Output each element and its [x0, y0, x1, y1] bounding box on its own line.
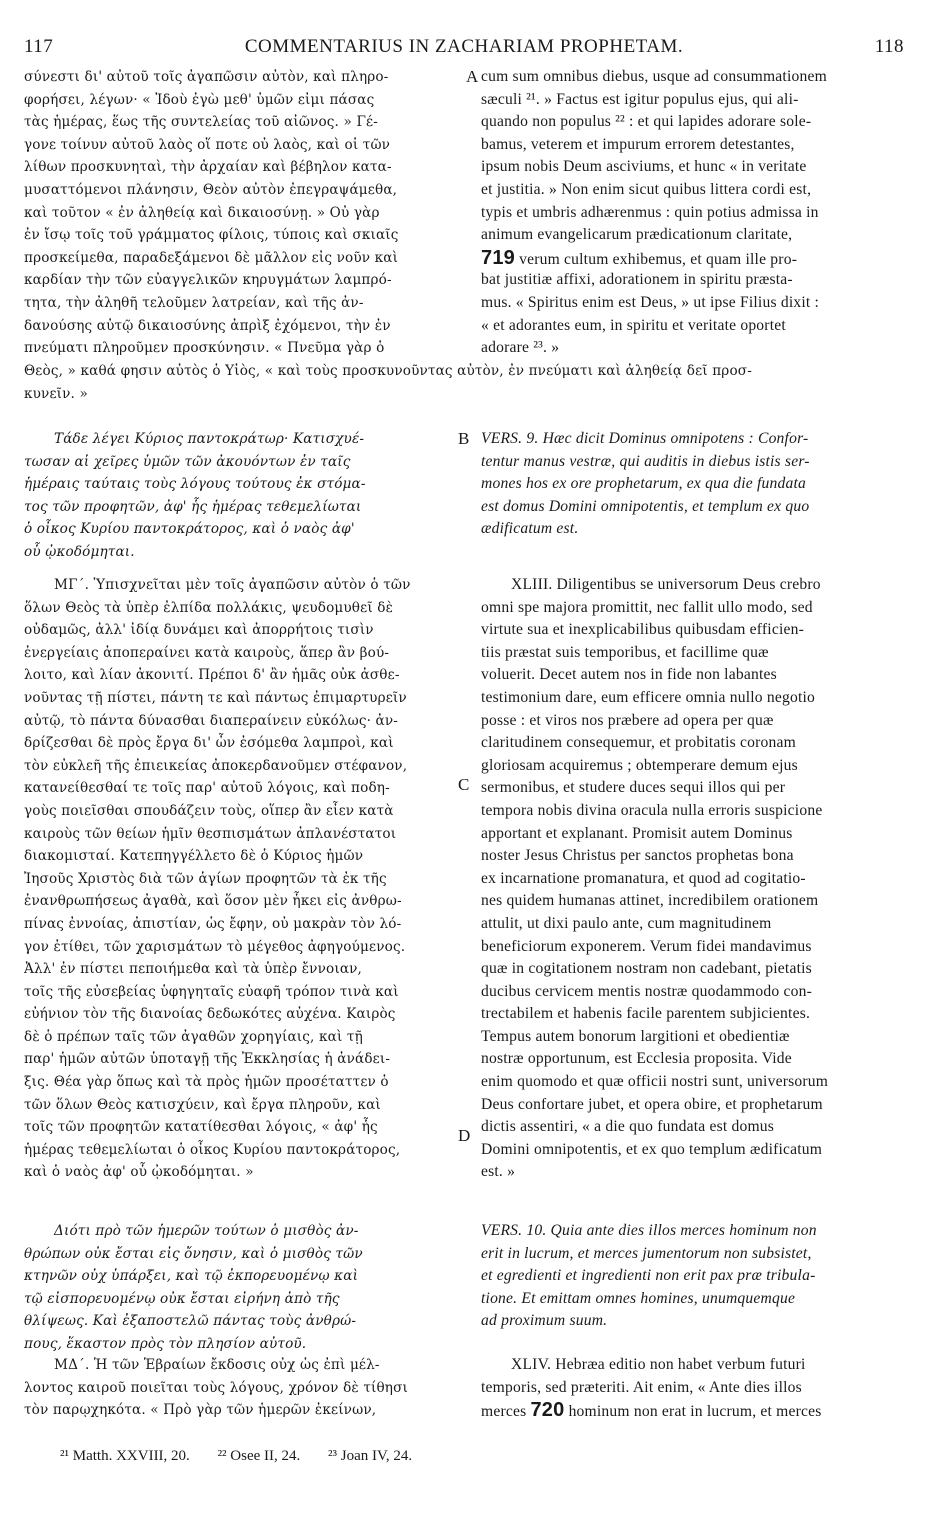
- text-line: τῶν ὅλων Θεὸς κατισχύειν, καὶ ἔργα πληροῦν, καὶ: [24, 1096, 381, 1113]
- text-line: dictis assentiri, « a die quo fundata est domus: [481, 1118, 775, 1136]
- text-line: quæ in cogitationem nostram non cadebant, pietatis: [481, 960, 812, 978]
- text-line: nostræ opportunum, est Ecclesia proposita. Vide: [481, 1050, 792, 1068]
- text-line: Διότι πρὸ τῶν ἡμερῶν τούτων ὁ μισθὸς ἀν-: [54, 1223, 359, 1239]
- text-line: bat justitiæ affixi, adorationem in spiritu præsta-: [481, 271, 793, 289]
- text-line: καὶ ὁ ναὸς ἀφ' οὗ ᾠκοδόμηται. »: [24, 1164, 254, 1181]
- text-line: λοιτο, καὶ λίαν ἀκονιτί. Πρέποι δ' ἂν ἡμᾶς οὐκ ἀσθε-: [24, 667, 400, 684]
- text-line: τος τῶν προφητῶν, ἀφ' ἧς ἡμέρας τεθεμελίωται: [24, 498, 362, 515]
- text-line: beneficiorum exponerem. Verum fidei mandavimus: [481, 937, 812, 955]
- text-line: αὐτῷ, τὸ πάντα δύνασθαι διαπεραίνειν εὐκόλως· ἀν-: [24, 712, 399, 729]
- page-number-left: 117: [24, 36, 54, 57]
- text-line: est. »: [481, 1163, 516, 1181]
- text-line: Tempus autem bonorum largitioni et obedientiæ: [481, 1027, 790, 1045]
- text-line: κτηνῶν οὐχ ὑπάρξει, καὶ τῷ ἐκπορευομένῳ καὶ: [24, 1268, 359, 1285]
- text-line: nes quidem humanas attinet, incredibilem orationem: [481, 892, 819, 910]
- text-line: tione. Et emittam omnes homines, unumquemque: [481, 1289, 796, 1307]
- text-line: gloriosam acquiremus ; obtemperare demum ejus: [481, 756, 798, 774]
- text-line: οὗ ᾠκοδόμηται.: [24, 543, 135, 560]
- text-line: temporis, sed præteriti. Ait enim, « Ante dies illos: [481, 1378, 802, 1396]
- text-line: apportant et explanant. Promisit autem Dominus: [481, 824, 793, 842]
- line-text: hominum non erat in lucrum, et merces: [568, 1403, 822, 1421]
- text-line: ἐνεργείαις ἀποπεραίνει κατὰ καιροὺς, ἅπερ ἂν βού-: [24, 644, 390, 661]
- section-marker-a: A: [466, 67, 479, 86]
- text-line: ΜΔ΄. Ἡ τῶν Ἑβραίων ἔκδοσις οὐχ ὡς ἐπὶ μέλ-: [54, 1357, 380, 1373]
- text-line: trectabilem et habenis facile parentem subjicientes.: [481, 1005, 811, 1023]
- running-header: [24, 36, 904, 62]
- text-line: testimonium dare, eum efficere omnia nullo negotio: [481, 688, 816, 706]
- text-line: XLIII. Diligentibus se universorum Deus crebro: [511, 576, 821, 593]
- text-line: omni spe majora promittit, nec fallit ullo modo, sed: [481, 598, 813, 616]
- text-line: ædificatum est.: [481, 520, 579, 538]
- greek-verse-9: [24, 428, 462, 564]
- section-marker-d: D: [458, 1126, 471, 1145]
- text-line: μυσαττόμενοι πλάνησιν, Θεὸν αὐτὸν ἐπεγραψάμεθα,: [24, 181, 398, 198]
- text-line: φορήσει, λέγων· « Ἰδοὺ ἐγὼ μεθ' ὑμῶν εἰμι πάσας: [24, 91, 375, 108]
- text-line: claritudinem consequemur, et probitatis coronam: [481, 734, 796, 752]
- page-number-right: 118: [874, 36, 904, 57]
- text-line: παρ' ἡμῶν αὐτῶν ὑποταγῇ τῆς Ἐκκλησίας ἡ ἀνάδει-: [24, 1051, 391, 1068]
- text-line: est domus Domini omnipotentis, et templum ex quo: [481, 497, 810, 515]
- text-line: Domini omnipotentis, et ex quo templum ædificatum: [481, 1140, 823, 1158]
- text-line: Τάδε λέγει Κύριος παντοκράτωρ· Κατισχυέ-: [54, 431, 365, 447]
- text-line: voluerit. Decet autem nos in fide non labantes: [481, 666, 777, 684]
- text-line: ξις. Θέα γὰρ ὅπως καὶ τὰ πρὸς ἡμῶν προσέταττεν ὁ: [24, 1074, 389, 1091]
- latin-section-xliii: [481, 574, 895, 1184]
- text-line: γον ἐτίθει, τῶν χαρισμάτων τὸ μέγεθος ἀφηγούμενος.: [24, 938, 406, 955]
- footnote-23: ²³ Joan IV, 24.: [328, 1448, 413, 1464]
- latin-column-top: [481, 66, 895, 360]
- column-number: 720: [530, 1399, 565, 1422]
- text-line: προσκείμεθα, παραδεξάμενοι δὲ μᾶλλον εἰς νοῦν καὶ: [24, 249, 399, 266]
- greek-column-top: [24, 66, 462, 360]
- text-line: sæculi ²¹. » Factus est igitur populus ejus, qui ali-: [481, 90, 799, 108]
- text-line: sermonibus, et studere duces sequi illos qui per: [481, 779, 786, 797]
- text-line: ΜΓ΄. Ὑπισχνεῖται μὲν τοῖς ἀγαπῶσιν αὐτὸν ὁ τῶν: [54, 577, 411, 593]
- latin-verse-9: [481, 428, 895, 541]
- text-line: θρώπων οὐκ ἔσται εἰς ὄνησιν, καὶ ὁ μισθὸς τῶν: [24, 1245, 363, 1262]
- text-line: XLIV. Hebræa editio non habet verbum futuri: [511, 1356, 806, 1373]
- footnote-22: ²² Osee II, 24.: [217, 1448, 301, 1464]
- text-line: γονε τοίνυν αὐτοῦ λαὸς οἵ ποτε οὐ λαὸς, καὶ οἱ τῶν: [24, 136, 391, 153]
- text-line: noster Jesus Christus per sanctos prophetas bona: [481, 847, 794, 865]
- text-line: τὸν εὐκλεῆ τῆς ἐπιεικείας ἀποκερδανοῦμεν στέφανον,: [24, 757, 408, 774]
- greek-section-md: [24, 1354, 462, 1422]
- text-line: bamus, veterem et impurum errorem detestantes,: [481, 135, 795, 153]
- text-line: τοῖς τῆς εὐσεβείας ὑφηγηταῖς εὐαφῆ τρόπον τινὰ καὶ: [24, 983, 399, 1000]
- section-marker-c: C: [458, 775, 470, 794]
- text-line: attulit, ut dixi paulo ante, cum magnitudinem: [481, 914, 772, 932]
- text-line: λοντος καιροῦ ποιεῖται τοὺς λόγους, χρόνον δὲ τίθησι: [24, 1379, 409, 1396]
- text-line: tentur manus vestræ, qui auditis in diebus istis ser-: [481, 452, 810, 470]
- text-line: νοῦντας τῇ πίστει, πάντη τε καὶ πάντως ἐπιμαρτυρεῖν: [24, 689, 407, 706]
- text-line: quando non populus ²² : et qui lapides adorare sole-: [481, 113, 812, 131]
- text-line: enim quomodo et quæ officii nostri sunt, universorum: [481, 1073, 829, 1091]
- greek-section-mg: [24, 574, 462, 1184]
- text-line: ἡμέρας τεθεμελίωται ὁ οἶκος Κυρίου παντοκράτορος,: [24, 1141, 401, 1158]
- text-line: τωσαν αἱ χεῖρες ὑμῶν τῶν ἀκουόντων ἐν ταῖς: [24, 453, 351, 470]
- text-line: animum evangelicarum prædicationum claritate,: [481, 226, 793, 244]
- text-line: πους, ἕκαστον πρὸς τὸν πλησίον αὐτοῦ.: [24, 1335, 307, 1352]
- latin-verse-10: [481, 1220, 895, 1333]
- text-line: tempora nobis divina oracula nulla erroris suspicione: [481, 801, 823, 819]
- text-line: ἐνανθρωπήσεως ἀγαθὰ, καὶ ὅσον μὲν ἧκει εἰς ἀνθρω-: [24, 893, 402, 910]
- text-line: τητα, τὴν ἀληθῆ τελοῦμεν λατρείαν, καὶ τῆς ἀν-: [24, 294, 364, 311]
- text-line: mones hos ex ore prophetarum, ex qua die fundata: [481, 475, 807, 493]
- text-line: erit in lucrum, et merces jumentorum non subsistet,: [481, 1244, 812, 1262]
- text-line: virtute sua et inexplicabilibus quibusdam efficien-: [481, 621, 805, 639]
- text-line: [481, 247, 895, 270]
- footnote-21: ²¹ Matth. XXVIII, 20.: [60, 1448, 190, 1464]
- text-line: τοῖς τῶν προφητῶν κατατίθεσθαι λόγοις, « ἀφ' ἧς: [24, 1119, 378, 1136]
- text-line: ἡμέραις ταύταις τοὺς λόγους τούτους ἐκ στόμα-: [24, 476, 366, 493]
- text-line: τὰς ἡμέρας, ἕως τῆς συντελείας τοῦ αἰῶνος. » Γέ-: [24, 114, 378, 131]
- text-line: ὅλων Θεὸς τὰ ὑπὲρ ἐλπίδα πολλάκις, ψευδομυθεῖ δὲ: [24, 599, 394, 616]
- text-line: Ἀλλ' ἐν πίστει πεποιήμεθα καὶ τὰ ὑπὲρ ἔννοιαν,: [24, 961, 363, 978]
- line-prefix: merces: [481, 1403, 527, 1421]
- text-line: τῷ εἰσπορευομένῳ οὐκ ἔσται εἰρήνη ἀπὸ τῆς: [24, 1290, 340, 1307]
- text-line: ex incarnatione promanatura, et quod ad cogitatio-: [481, 869, 806, 887]
- text-line: πίνας ἐννοίας, ἀπιστίαν, ὡς ἔφην, οὐ μακρὰν τὸν λό-: [24, 915, 402, 932]
- text-line: ad proximum suum.: [481, 1312, 608, 1330]
- text-line: [481, 1399, 895, 1422]
- text-line: διακομισταί. Κατεπηγγέλλετο δὲ ὁ Κύριος ἡμῶν: [24, 848, 364, 865]
- text-line: Ἰησοῦς Χριστὸς διὰ τῶν ἁγίων προφητῶν τὰ ἐκ τῆς: [24, 870, 387, 887]
- text-line: καὶ τοῦτον « ἐν ἀληθείᾳ καὶ δικαιοσύνῃ. » Οὐ γὰρ: [24, 204, 380, 221]
- text-line: εὐήνιον τὸν τῆς διανοίας δεδωκότες αὐχένα. Καιρὸς: [24, 1006, 396, 1023]
- text-line: Θεὸς, » καθά φησιν αὐτὸς ὁ Υἱὸς, « καὶ τοὺς προσκυνοῦντας αὐτὸν, ἐν πνεύματι καὶ ἀληθείᾳ δεῖ προσ-: [24, 363, 752, 379]
- column-number: 719: [481, 246, 515, 269]
- text-line: mus. « Spiritus enim est Deus, » ut ipse Filius dixit :: [481, 293, 820, 311]
- text-line: θλίψεως. Καὶ ἐξαποστελῶ πάντας τοὺς ἀνθρώ-: [24, 1313, 357, 1330]
- text-line: ἐν ἴσῳ τοῖς τοῦ γράμματος φίλοις, τύποις καὶ σκιαῖς: [24, 227, 399, 244]
- text-line: κατανείθεσθαί τε τοῖς παρ' αὐτοῦ λόγοις, καὶ ποδη-: [24, 780, 390, 797]
- text-line: ipsum nobis Deum asciviums, et hunc « in veritate: [481, 158, 807, 176]
- text-line: VERS. 9. Hæc dicit Dominus omnipotens : Confor-: [481, 430, 809, 447]
- text-line: ducibus cervicem mentis nostræ quodammodo con-: [481, 982, 812, 1000]
- text-line: σύνεστι δι' αὐτοῦ τοῖς ἀγαπῶσιν αὐτὸν, καὶ πληρο-: [24, 69, 389, 85]
- text-line: tiis præstat suis temporibus, et facillime quæ: [481, 643, 769, 661]
- text-line: typis et umbris adhærenmus : quin potius admissa in: [481, 203, 819, 221]
- text-line: γοὺς ποιεῖσθαι σπουδάζειν τοὺς, οἵπερ ἂν εἶεν κατὰ: [24, 802, 394, 819]
- text-line: Deus confortare jubet, et opera obire, et prophetarum: [481, 1095, 823, 1113]
- greek-verse-10: [24, 1220, 462, 1356]
- text-line: οὐδαμῶς, ἀλλ' ἰδίᾳ δυνάμει καὶ ἀπορρήτοις τισὶν: [24, 622, 374, 639]
- section-marker-b: B: [458, 429, 470, 448]
- text-line: ὁ οἶκος Κυρίου παντοκράτορος, καὶ ὁ ναὸς ἀφ': [24, 521, 355, 538]
- text-line: κυνεῖν. »: [24, 385, 88, 402]
- text-line: πνεύματι πληροῦμεν προσκύνησιν. « Πνεῦμα γὰρ ὁ: [24, 340, 385, 357]
- footnotes: [60, 1448, 436, 1465]
- text-line: καρδίαν τὴν τῶν εὐαγγελικῶν κηρυγμάτων λαμπρό-: [24, 272, 392, 289]
- line-text: verum cultum exhibemus, et quam ille pro-: [519, 250, 798, 268]
- text-line: δανούσης αὐτῷ δικαιοσύνης ἀπρὶξ ἐχόμενοι, τὴν ἐν: [24, 317, 391, 334]
- latin-section-xliv: [481, 1354, 895, 1422]
- text-line: et justitia. » Non enim sicut quibus littera cordi est,: [481, 180, 812, 198]
- text-line: et egredienti et ingredienti non erit pax præ tribula-: [481, 1267, 816, 1285]
- text-line: « et adorantes eum, in spiritu et veritate oportet: [481, 316, 786, 334]
- text-line: τὸν παρῳχηκότα. « Πρὸ γὰρ τῶν ἡμερῶν ἐκείνων,: [24, 1402, 377, 1419]
- text-line: cum sum omnibus diebus, usque ad consummationem: [481, 68, 827, 85]
- text-line: adorare ²³. »: [481, 339, 560, 357]
- full-width-lines: [24, 360, 904, 405]
- text-line: VERS. 10. Quia ante dies illos merces hominum non: [481, 1222, 817, 1239]
- text-line: καιροὺς τῶν θείων ἡμῖν θεσπισμάτων ἀπλανέστατοι: [24, 825, 397, 842]
- text-line: δὲ ὁ πρέπων ταῖς τῶν ἀγαθῶν χορηγίαις, καὶ τῇ: [24, 1028, 363, 1045]
- text-line: δρίζεσθαι δὲ πρὸς ἔργα δι' ὧν ἐσόμεθα λαμπροὶ, καὶ: [24, 735, 394, 752]
- text-line: posse : et viros nos præbere ad opera per quæ: [481, 711, 774, 729]
- running-title: COMMENTARIUS IN ZACHARIAM PROPHETAM.: [244, 36, 684, 57]
- text-line: λίθων προσκυνηταὶ, τὴν ἀρχαίαν καὶ βέβηλον κατα-: [24, 159, 392, 176]
